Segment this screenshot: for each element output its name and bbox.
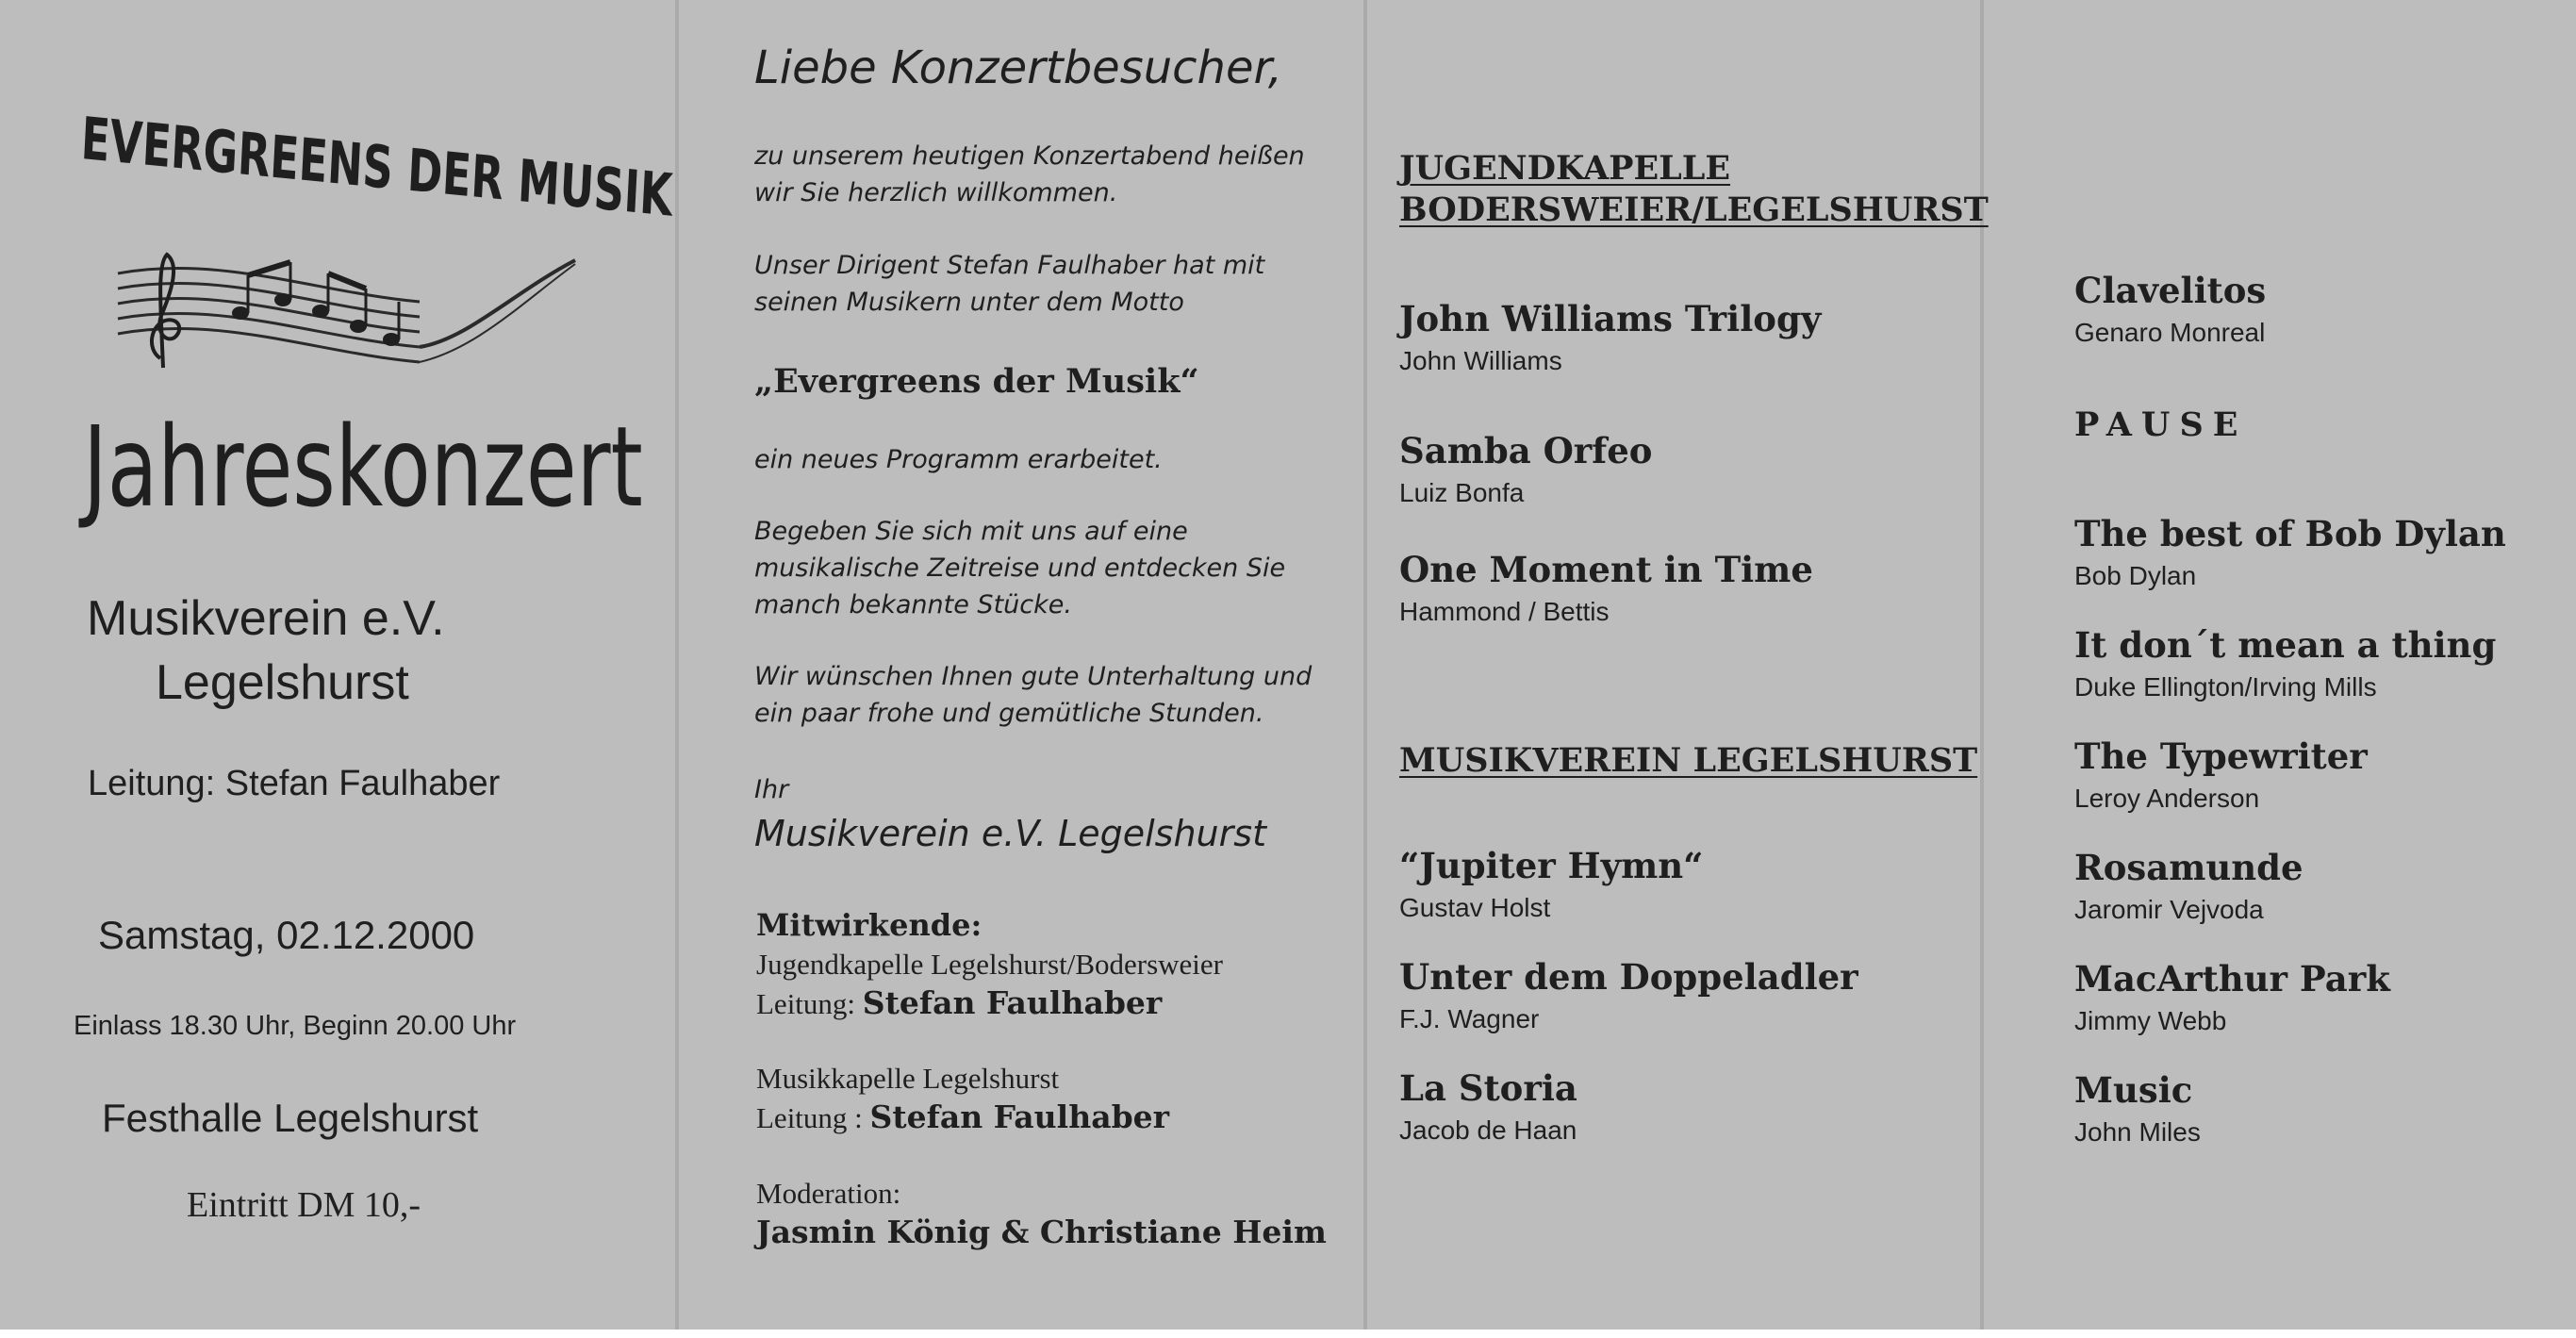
performer-group: Jugendkapelle Legelshurst/Bodersweier xyxy=(756,948,1223,981)
cover-times: Einlass 18.30 Uhr, Beginn 20.00 Uhr xyxy=(74,1011,517,1041)
section-heading: JUGENDKAPELLE xyxy=(1399,149,1731,188)
leader-name: Stefan Faulhaber xyxy=(869,1098,1170,1135)
piece-title: Unter dem Doppeladler xyxy=(1399,956,1858,998)
piece-composer: Gustav Holst xyxy=(1399,893,1551,922)
piece-composer: Jaromir Vejvoda xyxy=(2074,895,2264,924)
piece-title: One Moment in Time xyxy=(1399,549,1813,590)
piece-title: Music xyxy=(2074,1069,2193,1111)
leader-label: Leitung : xyxy=(756,1101,870,1134)
welcome-line: Wir wünschen Ihnen gute Unterhaltung und xyxy=(754,662,1313,691)
piece-composer: Bob Dylan xyxy=(2074,561,2197,590)
moderation-label: Moderation: xyxy=(756,1177,901,1210)
performer-group: Musikkapelle Legelshurst xyxy=(756,1062,1060,1095)
piece-composer: John Williams xyxy=(1399,346,1562,375)
cover-location: Legelshurst xyxy=(156,655,409,710)
leader-label: Leitung: xyxy=(756,987,863,1020)
piece-title: John Williams Trilogy xyxy=(1399,298,1822,339)
music-staff-icon xyxy=(108,236,580,377)
welcome-line: ein neues Programm erarbeitet. xyxy=(754,445,1163,474)
cover-date: Samstag, 02.12.2000 xyxy=(98,913,475,957)
cover-admission: Eintritt DM 10,- xyxy=(187,1185,421,1225)
section-heading: MUSIKVEREIN LEGELSHURST xyxy=(1399,741,1978,780)
piece-title: “Jupiter Hymn“ xyxy=(1399,845,1704,886)
section-heading: BODERSWEIER/LEGELSHURST xyxy=(1399,190,1989,229)
piece-composer: John Miles xyxy=(2074,1117,2201,1147)
piece-title: Samba Orfeo xyxy=(1399,430,1653,471)
program-panel-2 xyxy=(1984,0,2576,1330)
piece-composer: Duke Ellington/Irving Mills xyxy=(2074,672,2377,702)
piece-composer: Genaro Monreal xyxy=(2074,318,2266,347)
piece-title: The Typewriter xyxy=(2074,735,2368,777)
program-panel-1 xyxy=(1367,0,1989,1330)
piece-title: Clavelitos xyxy=(2074,270,2267,311)
performers-heading: Mitwirkende: xyxy=(756,907,983,943)
piece-composer: Leroy Anderson xyxy=(2074,784,2260,813)
cover-venue: Festhalle Legelshurst xyxy=(102,1096,479,1140)
welcome-line: Unser Dirigent Stefan Faulhaber hat mit xyxy=(754,251,1265,280)
piece-composer: Jacob de Haan xyxy=(1399,1115,1577,1145)
piece-composer: Luiz Bonfa xyxy=(1399,478,1525,507)
piece-title: MacArthur Park xyxy=(2074,958,2390,999)
performer-leader xyxy=(756,984,1162,1021)
cover-organizer: Musikverein e.V. xyxy=(87,591,445,646)
piece-title: La Storia xyxy=(1399,1067,1577,1109)
welcome-panel xyxy=(679,0,1363,1330)
cover-title: Jahreskonzert xyxy=(83,402,643,532)
piece-composer: Hammond / Bettis xyxy=(1399,597,1610,626)
welcome-line: manch bekannte Stücke. xyxy=(754,590,1072,619)
leader-name: Stefan Faulhaber xyxy=(862,984,1163,1021)
cover-motto: EVERGREENS DER MUSIK xyxy=(79,104,674,230)
welcome-line: musikalische Zeitreise und entdecken Sie xyxy=(754,553,1286,583)
performer-leader xyxy=(756,1098,1169,1135)
welcome-signature: Musikverein e.V. Legelshurst xyxy=(754,813,1266,854)
welcome-line: Begeben Sie sich mit uns auf eine xyxy=(754,517,1188,546)
welcome-motto: „Evergreens der Musik“ xyxy=(754,362,1199,401)
piece-title: The best of Bob Dylan xyxy=(2074,513,2506,554)
welcome-line: wir Sie herzlich willkommen. xyxy=(754,178,1118,207)
welcome-greeting: Liebe Konzertbesucher, xyxy=(754,41,1283,94)
welcome-closing: Ihr xyxy=(754,775,789,804)
cover-conductor: Leitung: Stefan Faulhaber xyxy=(88,764,501,803)
intermission-label: PAUSE xyxy=(2074,405,2248,444)
piece-composer: F.J. Wagner xyxy=(1399,1004,1540,1033)
welcome-line: zu unserem heutigen Konzertabend heißen xyxy=(754,141,1305,171)
cover-panel xyxy=(0,0,675,1330)
moderation-names: Jasmin König & Christiane Heim xyxy=(756,1214,1327,1250)
welcome-line: seinen Musikern unter dem Motto xyxy=(754,288,1184,317)
piece-composer: Jimmy Webb xyxy=(2074,1006,2227,1035)
piece-title: It don´t mean a thing xyxy=(2074,624,2497,666)
welcome-line: ein paar frohe und gemütliche Stunden. xyxy=(754,699,1264,728)
piece-title: Rosamunde xyxy=(2074,847,2304,888)
